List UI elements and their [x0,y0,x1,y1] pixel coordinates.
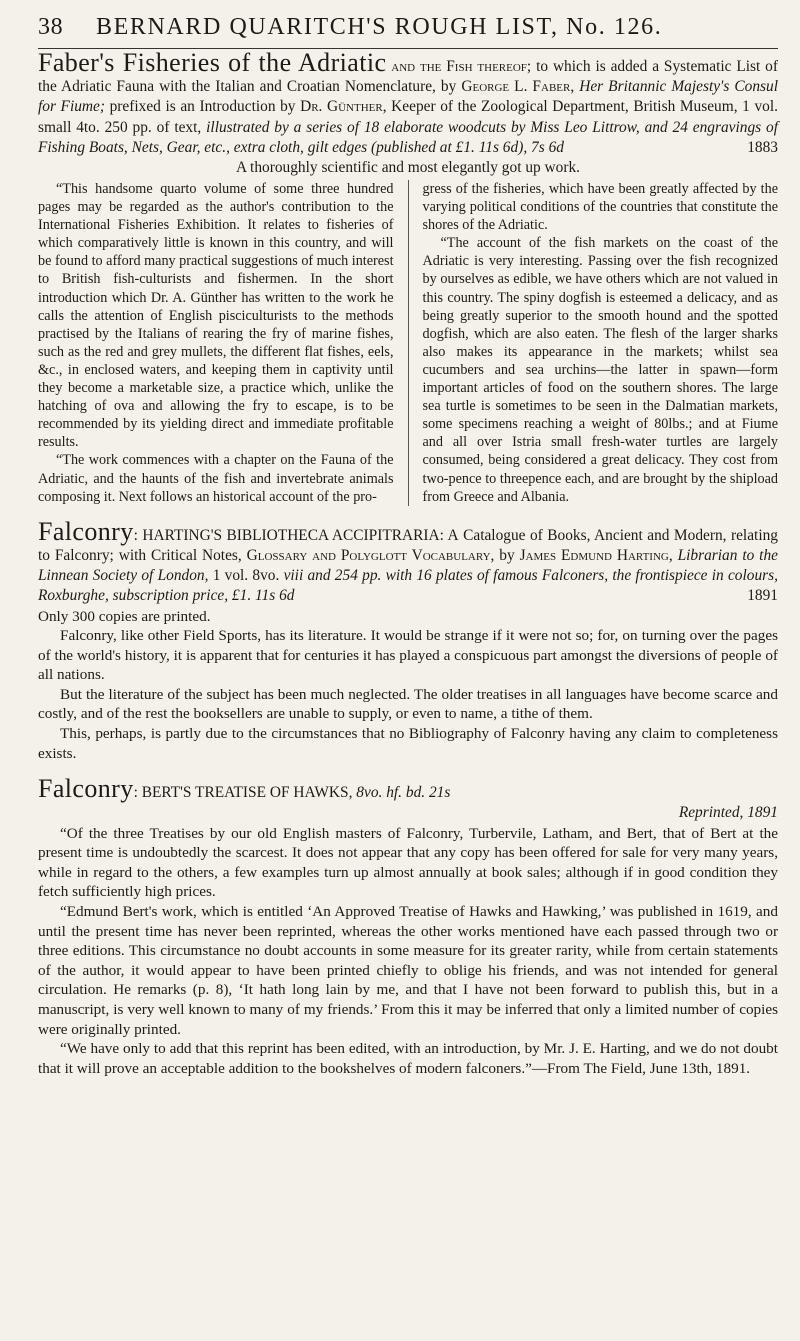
review-paragraph: “The work commences with a chapter on the Fauna of the Adriatic, and the haunts of the fish and invertebrate animals composing it. Next follows an historical account of the pro- [38,452,394,505]
column-divider [408,180,409,506]
entry-paragraph: “Of the three Treatises by our old English masters of Falconry, Turbervile, Latham, and Bert, that of Bert at the present time is undoubtedly the scarcest. It does not appear that any copy has been offered for sale for very many years, while in regard to the others, a few examples turn up almost annually at book sales; although if in good condition they fetch sufficiently high prices. [38,824,778,901]
entry-paragraph: Falconry, like other Field Sports, has its literature. It would be strange if it were not so; for, on turning over the pages of the world's history, it is apparent that for centuries it has played a conspicuous part amongst the diversions of people of all nations. [38,627,778,684]
entry-paragraph: This, perhaps, is partly due to the circumstances that no Bibliography of Falconry having any claim to completeness exists. [38,725,778,762]
entry-author-role: Her Britannic Majesty's Consul for Fiume; [38,78,778,116]
running-head [38,14,778,46]
entry-title: Falconry [38,516,134,546]
entry-desc: Catalogue of Books, Ancient and Modern, relating to Falconry; with Critical Notes, [38,526,778,564]
entry-subtitle: and the Fish thereof; [386,58,532,75]
entry-subtitle: : BERT'S TREATISE OF HAWKS, [133,784,353,802]
entry-desc-3: Keeper of the Zoological Department, British Museum, 1 vol. small 4to. 250 pp. of text, [38,98,778,136]
entry-faber-fisheries [38,48,779,506]
entry-by: by [499,546,515,564]
entry-glossary: Glossary and Polyglott Vocabulary, [246,546,495,564]
entry-year: 1883 [747,138,778,156]
entry-paragraph: “We have only to add that this reprint has been edited, with an introduction, by Mr. J. E. Harting, and we do not doubt that it will prove an acceptable addition to the bookshelves of modern falconers.”—From The Field, June 13th, 1891. [38,1040,778,1077]
entry-price: 7s 6d [531,138,564,156]
entry-bert-treatise [38,774,778,1078]
entry-details: viii and 254 pp. with 16 plates of famous Falconers, the frontispiece in colours, Roxburghe, subscription price, £1. 11s 6d [38,567,778,605]
review-paragraph: “The account of the fish markets on the coast of the Adriatic is very interesting. Passing over the fish recognized by ourselves as edible, we have others which are not valued in this country. The spiny dogfish is esteemed a delicacy, and as being greatly superior to the smooth hound and the spotted dogfish, which are also eaten. The flesh of the larger sharks also makes its appearance in the markets; whilst sea cucumbers and sea urchins—the latter in spawn—form important articles of food on the southern shores. The large sea turtle is sometimes to be seen in the Dalmatian markets, some specimens reaching a weight of 80lbs.; and at Fiume and all over Istria small fresh-water turtles are largely consumed, being considered a great delicacy. They cost from two-pence to threepence each, and are brought by the shipload from Greece and Albania. [422,235,778,505]
entry-heading [38,774,778,804]
entry-format: 8vo. hf. bd. 21s [356,784,451,802]
entry-harting-bibliotheca [38,516,778,764]
entry-title: Faber's Fisheries of the Adriatic [38,48,387,77]
review-paragraph: “This handsome quarto volume of some three hundred pages may be regarded as the author's contribution to the International Fisheries Exhibition. It relates to fisheries of which comparatively little is known in this country, and will be found to afford many practical suggestions of much interest to British fish-culturists and fishermen. In the short introduction which Dr. A. Günther has written to the work he calls the attention of English pisciculturists to the methods practised by the Italians of rearing the fry of marine fishes, such as the red and grey mullets, the different flat fishes, eels, &c., in enclosed waters, and keeping them in captivity until they become a marketable size, a practice which, unlike the hatching of ova and allowing the fry to escape, is to be recommended by its yielding direct and immediate profitable results. [38,181,394,451]
entry-copies-note: Only 300 copies are printed. [38,607,211,625]
running-title: BERNARD QUARITCH'S ROUGH LIST, No. 126. [96,14,663,40]
entry-illustrations: illustrated by a series of 18 elaborate woodcuts by Miss Leo Littrow, and 24 engravings of Fishing Boats, Nets, Gear, etc., extra cloth, gilt edges (published at £1. 11s 6d), [38,118,779,156]
entry-author-role: Librarian to the Linnean Society of London, [38,546,778,585]
entry-subtitle: : HARTING'S BIBLIOTHECA ACCIPITRARIA: A [133,526,459,544]
entry-author: James Edmund Harting, [519,546,673,564]
review-col-right [423,180,779,506]
entry-note: A thoroughly scientific and most elegantly got up work. [235,159,581,177]
entry-reprinted: Reprinted, 1891 [678,804,778,822]
entry-heading [38,516,778,607]
review-paragraph: gress of the fisheries, which have been greatly affected by the varying political conditions of the countries that constitute the shores of the Adriatic. [422,181,778,234]
entry-title: Falconry [38,774,134,804]
entry-desc-2: prefixed is an Introduction by [109,98,296,116]
entry-paragraph: But the literature of the subject has been much neglected. The older treatises in all languages have become scarce and costly, and of the rest the booksellers are unable to supply, or even to name, a tithe of them. [38,685,778,723]
entry-desc: to which is added a Systematic List of the Adriatic Fauna with the Italian and Croatian Nomenclature, by [38,58,778,96]
page-number: 38 [38,14,64,40]
entry-author: George L. Faber, [461,78,575,96]
entry-paragraph: “Edmund Bert's work, which is entitled ‘An Approved Treatise of Hawks and Hawking,’ was published in 1619, and until the present time has never been reprinted, whereas the other works mentioned have each passed through two or three editions. This circumstance no doubt accounts in some measure for its greater rarity, while from certain statements of the author, it would appear to have been printed chiefly to oblige his friends, and was not intended for general circulation. He remarks (p. 8), ‘It hath long lain by me, and that I have not been forward to publish this, but in a manuscript, is very well known to many of my friends.’ From this it may be inferred that only a limited number of copies were originally printed. [38,903,778,1038]
entry-heading [38,48,779,158]
entry-year: 1891 [747,587,778,605]
review-col-left [38,180,394,506]
entry-volume: 1 vol. 8vo. [212,567,280,585]
entry-intro-author: Dr. Günther, [300,98,387,116]
review-columns [38,180,778,506]
